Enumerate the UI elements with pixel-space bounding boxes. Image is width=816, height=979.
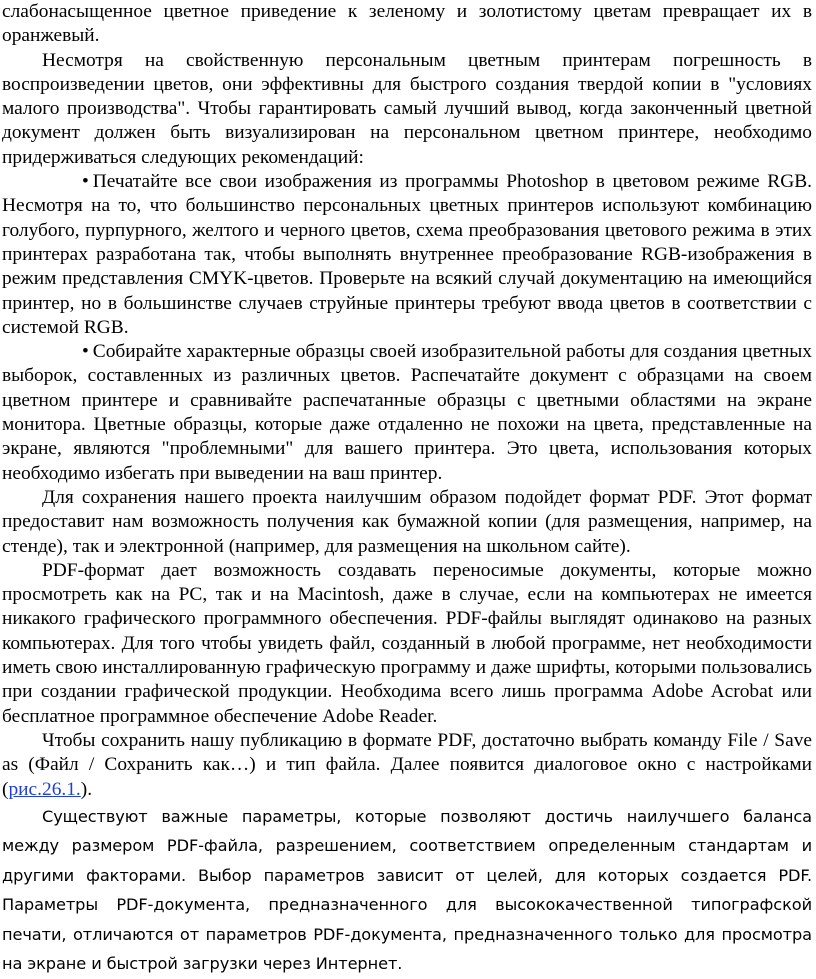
bullet-icon: • — [82, 171, 89, 193]
bullet-icon: • — [82, 341, 89, 363]
save-pdf-text-end: ). — [80, 778, 93, 800]
bullet-item-samples — [2, 340, 812, 486]
bullet-item-rgb — [2, 170, 812, 340]
paragraph-printer-intro: Несмотря на свойственную персональным цветным принтерам погрешность в воспроизведении цветов, они эффективны для быстрого создания твердой копии в "условиях малого производства". Чтобы гарантировать самый лучший вывод, когда законченный цветной документ должен быть визуализирован на персональном цветном принтере, необходимо придерживаться следующих рекомендаций: — [2, 49, 812, 168]
paragraph-pdf-parameters: Существуют важные параметры, которые позволяют достичь наилучшего баланса между размером PDF-файла, разрешением, соответствием определенным стандартам и другими факторами. Выбор параметров зависит от целей, для которых создается PDF. Параметры PDF-документа, предназначенного для высококачественной типографской печати, отличаются от параметров PDF-документа, предназначенного только для просмотра на экране и быстрой загрузки через Интернет. — [2, 806, 812, 974]
paragraph-pdf-format: Для сохранения нашего проекта наилучшим образом подойдет формат PDF. Этот формат предоставит нам возможность получения как бумажной копии (для размещения, например, на стенде), так и электронной (например, для размещения на школьном сайте). — [2, 486, 812, 557]
paragraph-continuation: слабонасыщенное цветное приведение к зеленому и золотистому цветам превращает их в оранжевый. — [2, 1, 812, 47]
figure-link[interactable]: рис.26.1. — [8, 778, 81, 800]
save-pdf-text: Чтобы сохранить нашу публикацию в формате PDF, достаточно выбрать команду File / Save as (Файл / Сохранить как…) и тип файла. Далее появится диалоговое окно с настройками ( — [2, 729, 812, 800]
paragraph-pdf-portability: PDF-формат дает возможность создавать переносимые документы, которые можно просмотреть как на PC, так и на Macintosh, даже в случае, если на компьютерах не имеется никакого графического программного обеспечения. PDF-файлы выглядят одинаково на разных компьютерах. Для того чтобы увидеть файл, созданный в любой программе, нет необходимости иметь свою инсталлированную графическую программу и даже шрифты, которыми пользовались при создании графической продукции. Необходима всего лишь программа Adobe Acrobat или бесплатное программное обеспечение Adobe Reader. — [2, 559, 812, 727]
bullet-item-rgb-text: Печатайте все свои изображения из программы Photoshop в цветовом режиме RGB. Несмотря на то, что большинство персональных цветных принтеров используют комбинацию голубого, пурпурного, желтого и черного цветов, схема преобразования цветового режима в этих принтерах разработана так, чтобы выполнять внутреннее преобразование RGB-изображения в режим представления CMYK-цветов. Проверьте на всякий случай документацию на имеющийся принтер, но в большинстве случаев струйные принтеры требуют ввода цветов в соответствии с системой RGB. — [2, 171, 812, 338]
bullet-item-samples-text: Собирайте характерные образцы своей изобразительной работы для создания цветных выборок, составленных из различных цветов. Распечатайте документ с образцами на своем цветном принтере и сравнивайте распечатанные образцы с цветными областями на экране монитора. Цветные образцы, которые даже отдаленно не похожи на цвета, представленные на экране, являются "проблемными" для вашего принтера. Это цвета, использования которых необходимо избегать при выведении на ваш принтер. — [2, 341, 812, 484]
paragraph-save-pdf — [2, 729, 812, 802]
